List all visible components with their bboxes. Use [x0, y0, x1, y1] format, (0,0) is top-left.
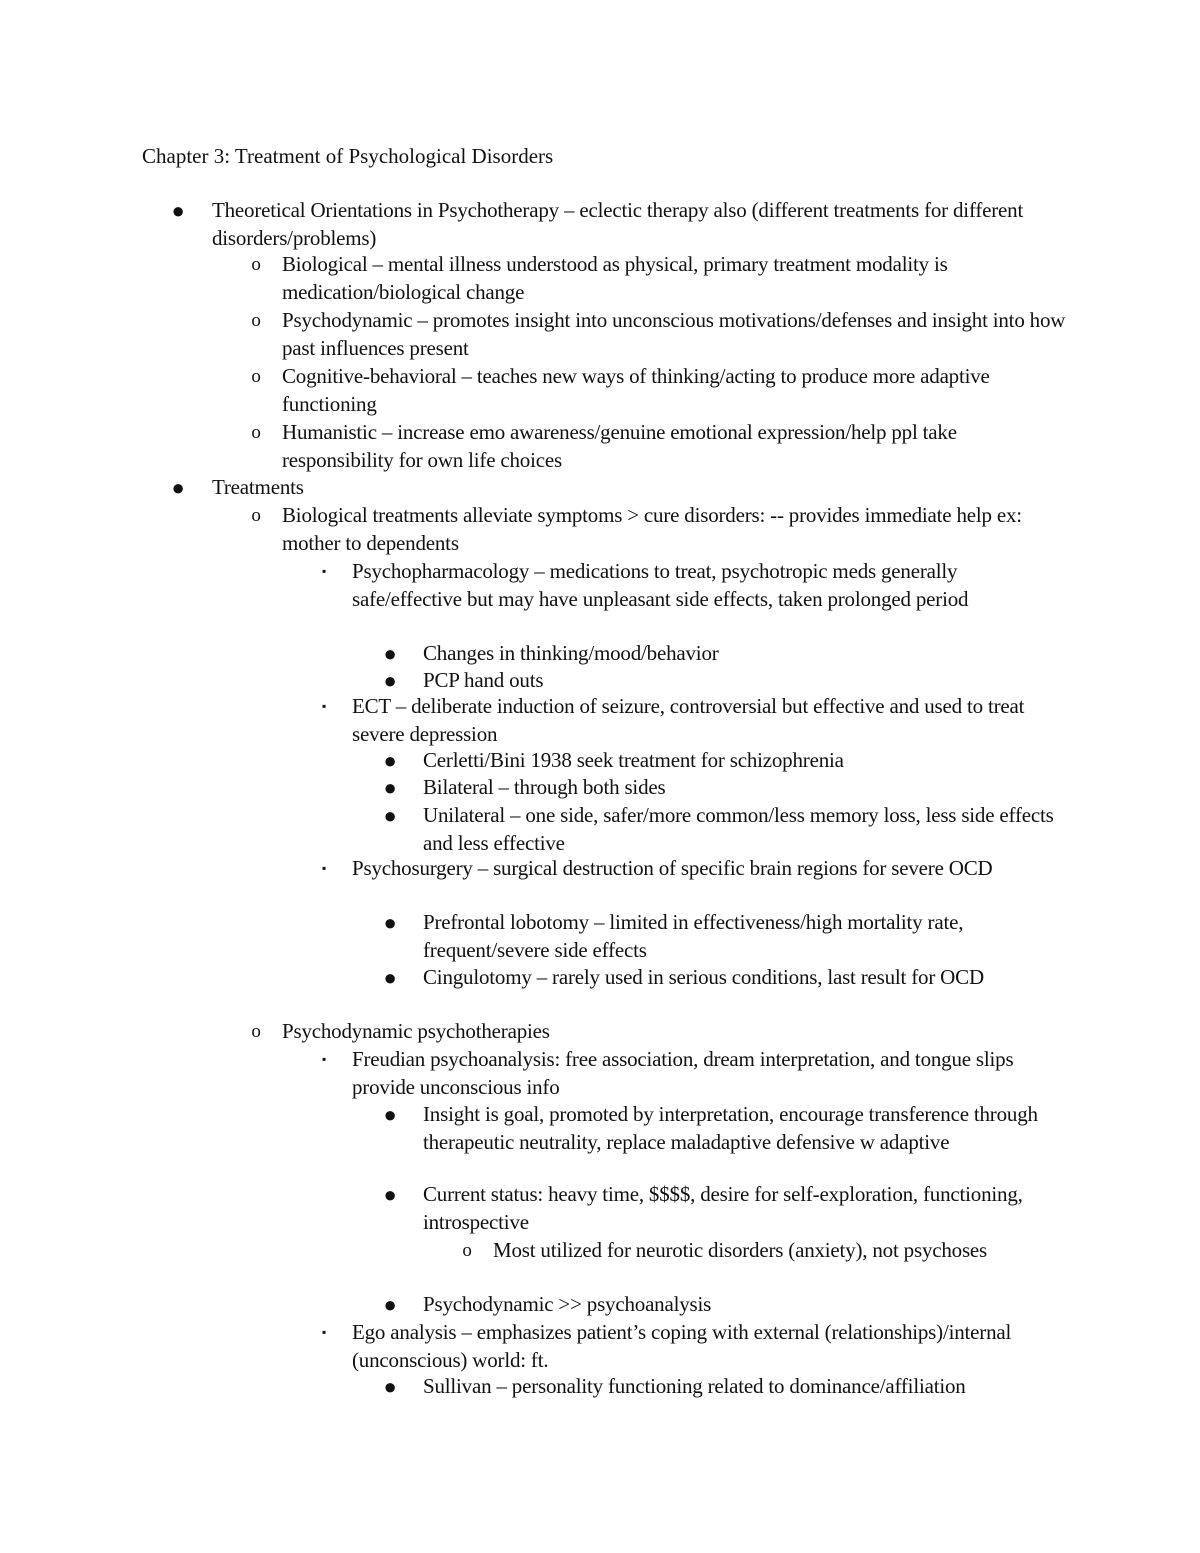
list-item: [383, 1181, 1073, 1236]
list-item: [383, 964, 1073, 992]
bullet-icon: ●: [383, 1374, 397, 1399]
bullet-icon: ●: [383, 1182, 397, 1207]
square-bullet-icon: ▪: [321, 564, 327, 578]
bullet-icon: ●: [171, 475, 185, 500]
list-item-text: Freudian psychoanalysis: free association, dream interpretation, and tongue slips provide unconscious info: [352, 1047, 1014, 1099]
list-item-text: Psychopharmacology – medications to treat, psychotropic meds generally safe/effective but may have unpleasant side effects, taken prolonged period: [352, 559, 969, 611]
list-item: [321, 855, 1072, 883]
list-item-text: Biological – mental illness understood as physical, primary treatment modality is medication/biological change: [282, 252, 948, 304]
list-item: [383, 667, 1073, 695]
circle-bullet-icon: o: [251, 310, 261, 331]
list-item-text: Unilateral – one side, safer/more common/less memory loss, less side effects and less effective: [423, 803, 1054, 855]
list-item: [251, 363, 1072, 418]
list-item: [383, 1291, 1073, 1319]
list-item: [383, 802, 1073, 857]
list-item-text: Cerletti/Bini 1938 seek treatment for schizophrenia: [423, 748, 844, 772]
list-item-text: Prefrontal lobotomy – limited in effectiveness/high mortality rate, frequent/severe side effects: [423, 910, 964, 962]
list-item: [383, 640, 1073, 668]
list-item-text: ECT – deliberate induction of seizure, controversial but effective and used to treat severe depression: [352, 694, 1025, 746]
list-item: [251, 307, 1072, 362]
list-item-text: Sullivan – personality functioning related to dominance/affiliation: [423, 1374, 966, 1398]
list-item-text: Current status: heavy time, $$$$, desire for self-exploration, functioning, introspective: [423, 1182, 1023, 1234]
list-item: [171, 197, 1072, 252]
square-bullet-icon: ▪: [321, 1052, 327, 1066]
circle-bullet-icon: o: [251, 254, 261, 275]
list-item-text: Treatments: [212, 475, 304, 499]
list-item-text: Psychodynamic psychotherapies: [282, 1019, 550, 1043]
list-item: [462, 1237, 1013, 1265]
list-item: [321, 693, 1072, 748]
bullet-icon: ●: [383, 775, 397, 800]
circle-bullet-icon: o: [251, 1021, 261, 1042]
list-item-text: Bilateral – through both sides: [423, 775, 666, 799]
list-item: [251, 1018, 1072, 1046]
circle-bullet-icon: o: [251, 505, 261, 526]
list-item-text: Insight is goal, promoted by interpretation, encourage transference through therapeutic neutrality, replace maladaptive defensive w adaptive: [423, 1102, 1038, 1154]
list-item: [251, 419, 1072, 474]
list-item: [383, 1101, 1073, 1156]
list-item-text: Theoretical Orientations in Psychotherapy – eclectic therapy also (different treatments for different disorders/problems): [212, 198, 1024, 250]
circle-bullet-icon: o: [251, 422, 261, 443]
list-item: [383, 1373, 1073, 1401]
list-item: [251, 502, 1072, 557]
square-bullet-icon: ▪: [321, 699, 327, 713]
list-item: [383, 774, 1073, 802]
list-item: [383, 909, 1073, 964]
bullet-icon: ●: [383, 803, 397, 828]
page-title: Chapter 3: Treatment of Psychological Disorders: [142, 144, 554, 168]
list-item-text: Cognitive-behavioral – teaches new ways of thinking/acting to produce more adaptive functioning: [282, 364, 990, 416]
list-item-text: Psychosurgery – surgical destruction of specific brain regions for severe OCD: [352, 856, 993, 880]
list-item-text: Biological treatments alleviate symptoms > cure disorders: -- provides immediate help ex: mother to dependents: [282, 503, 1022, 555]
list-item: [251, 251, 1072, 306]
list-item-text: Psychodynamic – promotes insight into unconscious motivations/defenses and insight into how past influences present: [282, 308, 1066, 360]
list-item-text: Psychodynamic >> psychoanalysis: [423, 1292, 712, 1316]
list-item: [321, 1046, 1072, 1101]
list-item-text: Humanistic – increase emo awareness/genuine emotional expression/help ppl take responsibility for own life choices: [282, 420, 957, 472]
list-item: [321, 558, 1072, 613]
circle-bullet-icon: o: [462, 1240, 472, 1261]
bullet-icon: ●: [383, 641, 397, 666]
bullet-icon: ●: [383, 910, 397, 935]
list-item-text: Ego analysis – emphasizes patient’s coping with external (relationships)/internal (unconscious) world: ft.: [352, 1320, 1012, 1372]
bullet-icon: ●: [171, 198, 185, 223]
list-item: [321, 1319, 1072, 1374]
list-item-text: Most utilized for neurotic disorders (anxiety), not psychoses: [493, 1238, 988, 1262]
list-item-text: Cingulotomy – rarely used in serious conditions, last result for OCD: [423, 965, 984, 989]
bullet-icon: ●: [383, 1292, 397, 1317]
bullet-icon: ●: [383, 965, 397, 990]
bullet-icon: ●: [383, 668, 397, 693]
circle-bullet-icon: o: [251, 366, 261, 387]
bullet-icon: ●: [383, 748, 397, 773]
list-item: [171, 474, 1072, 502]
list-item-text: PCP hand outs: [423, 668, 544, 692]
square-bullet-icon: ▪: [321, 861, 327, 875]
list-item-text: Changes in thinking/mood/behavior: [423, 641, 719, 665]
square-bullet-icon: ▪: [321, 1325, 327, 1339]
list-item: [383, 747, 1073, 775]
bullet-icon: ●: [383, 1102, 397, 1127]
